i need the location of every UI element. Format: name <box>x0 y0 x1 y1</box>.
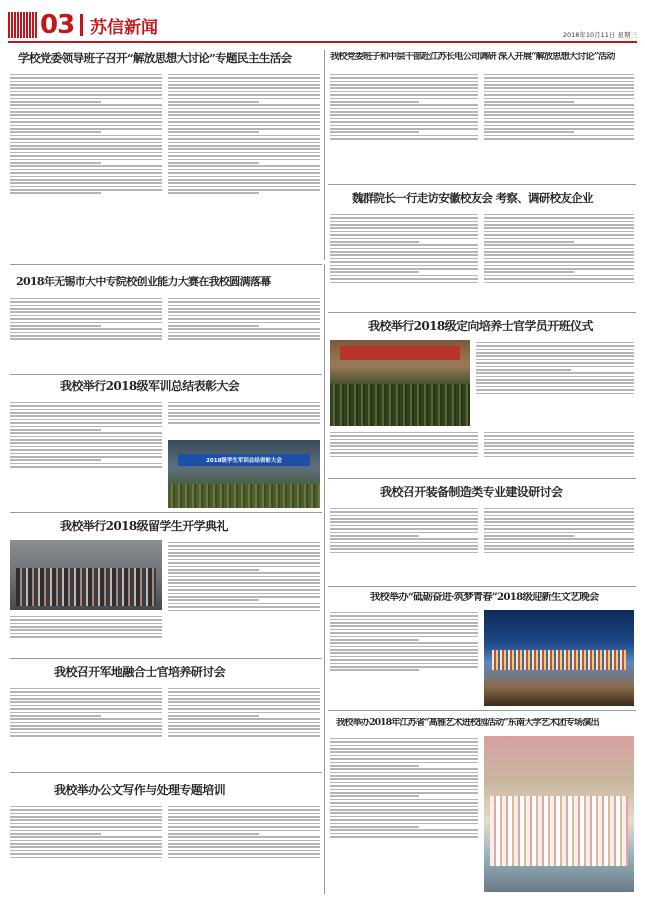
body-a5-col1 <box>476 340 634 426</box>
issue-date: 2018年10月11日 星期三 <box>562 31 637 39</box>
column-rule <box>324 50 325 260</box>
headline-a2: 我校党委班子和中层干部赴江苏长电公司调研 深入开展“解放思想大讨论”活动 <box>330 52 615 62</box>
body-a8-col2 <box>168 540 320 654</box>
section-rule <box>328 478 636 479</box>
section-rule <box>328 586 636 587</box>
section-rule <box>10 512 322 513</box>
body-a2-col2 <box>484 72 634 180</box>
body-a7-col1 <box>330 506 478 582</box>
headline-a6: 我校举行2018级军训总结表彰大会 <box>60 380 240 393</box>
headline-a1: 学校党委领导班子召开“解放思想大讨论”专题民主生活会 <box>18 52 292 65</box>
header-divider <box>80 14 83 36</box>
headline-a7: 我校召开装备制造类专业建设研讨会 <box>380 486 563 499</box>
section-rule <box>10 772 322 773</box>
section-rule <box>10 374 322 375</box>
section-rule <box>10 658 322 659</box>
body-a6-col1 <box>10 400 162 508</box>
section-rule <box>328 312 636 313</box>
body-a12-col2 <box>168 804 320 892</box>
body-a10-col2 <box>168 686 320 766</box>
headline-a5: 我校举行2018级定向培养士官学员开班仪式 <box>368 320 593 333</box>
headline-a10: 我校召开军地融合士官培养研讨会 <box>54 666 226 679</box>
body-a4-col1 <box>10 296 162 368</box>
column-rule <box>324 264 325 894</box>
body-a9-col1 <box>330 610 478 706</box>
body-a3-col2 <box>484 212 634 322</box>
body-a6-col2 <box>168 400 320 438</box>
photo-officer-training-ceremony <box>330 340 470 426</box>
header-stripe-decoration <box>8 12 38 38</box>
body-a2-col1 <box>330 72 478 180</box>
photo-art-troupe-performance <box>484 736 634 892</box>
body-a4-col2 <box>168 296 320 368</box>
section-rule <box>328 184 636 185</box>
headline-a12: 我校举办公文写作与处理专题培训 <box>54 784 226 797</box>
body-a1-col2 <box>168 72 320 260</box>
body-a3-col1 <box>330 212 478 322</box>
body-a10-col1 <box>10 686 162 766</box>
section-rule <box>328 710 636 711</box>
headline-a3: 魏群院长一行走访安徽校友会 考察、调研校友企业 <box>352 192 593 205</box>
page-header <box>8 8 637 42</box>
page-number: 03 <box>40 10 75 40</box>
photo-international-students <box>10 540 162 610</box>
body-a11-col1 <box>330 736 478 892</box>
body-a1-col1 <box>10 72 162 260</box>
section-title: 苏信新闻 <box>90 18 158 38</box>
headline-a11: 我校举办2018年江苏省“高雅艺术进校园活动”东南大学艺术团专场演出 <box>336 718 599 728</box>
body-a8-col1 <box>10 614 162 654</box>
body-a5-col2 <box>330 430 478 474</box>
body-a7-col2 <box>484 506 634 582</box>
header-rule <box>8 41 637 43</box>
section-rule <box>10 264 322 265</box>
headline-a9: 我校举办“砥砺奋进·筑梦青春”2018级迎新生文艺晚会 <box>370 592 599 603</box>
photo-welcome-gala <box>484 610 634 706</box>
photo-banner-text: 2018级学生军训总结表彰大会 <box>206 458 282 464</box>
photo-military-ceremony <box>168 440 320 508</box>
body-a5-col3 <box>484 430 634 474</box>
headline-a4: 2018年无锡市大中专院校创业能力大赛在我校圆满落幕 <box>16 276 271 288</box>
headline-a8: 我校举行2018级留学生开学典礼 <box>60 520 228 533</box>
body-a12-col1 <box>10 804 162 892</box>
